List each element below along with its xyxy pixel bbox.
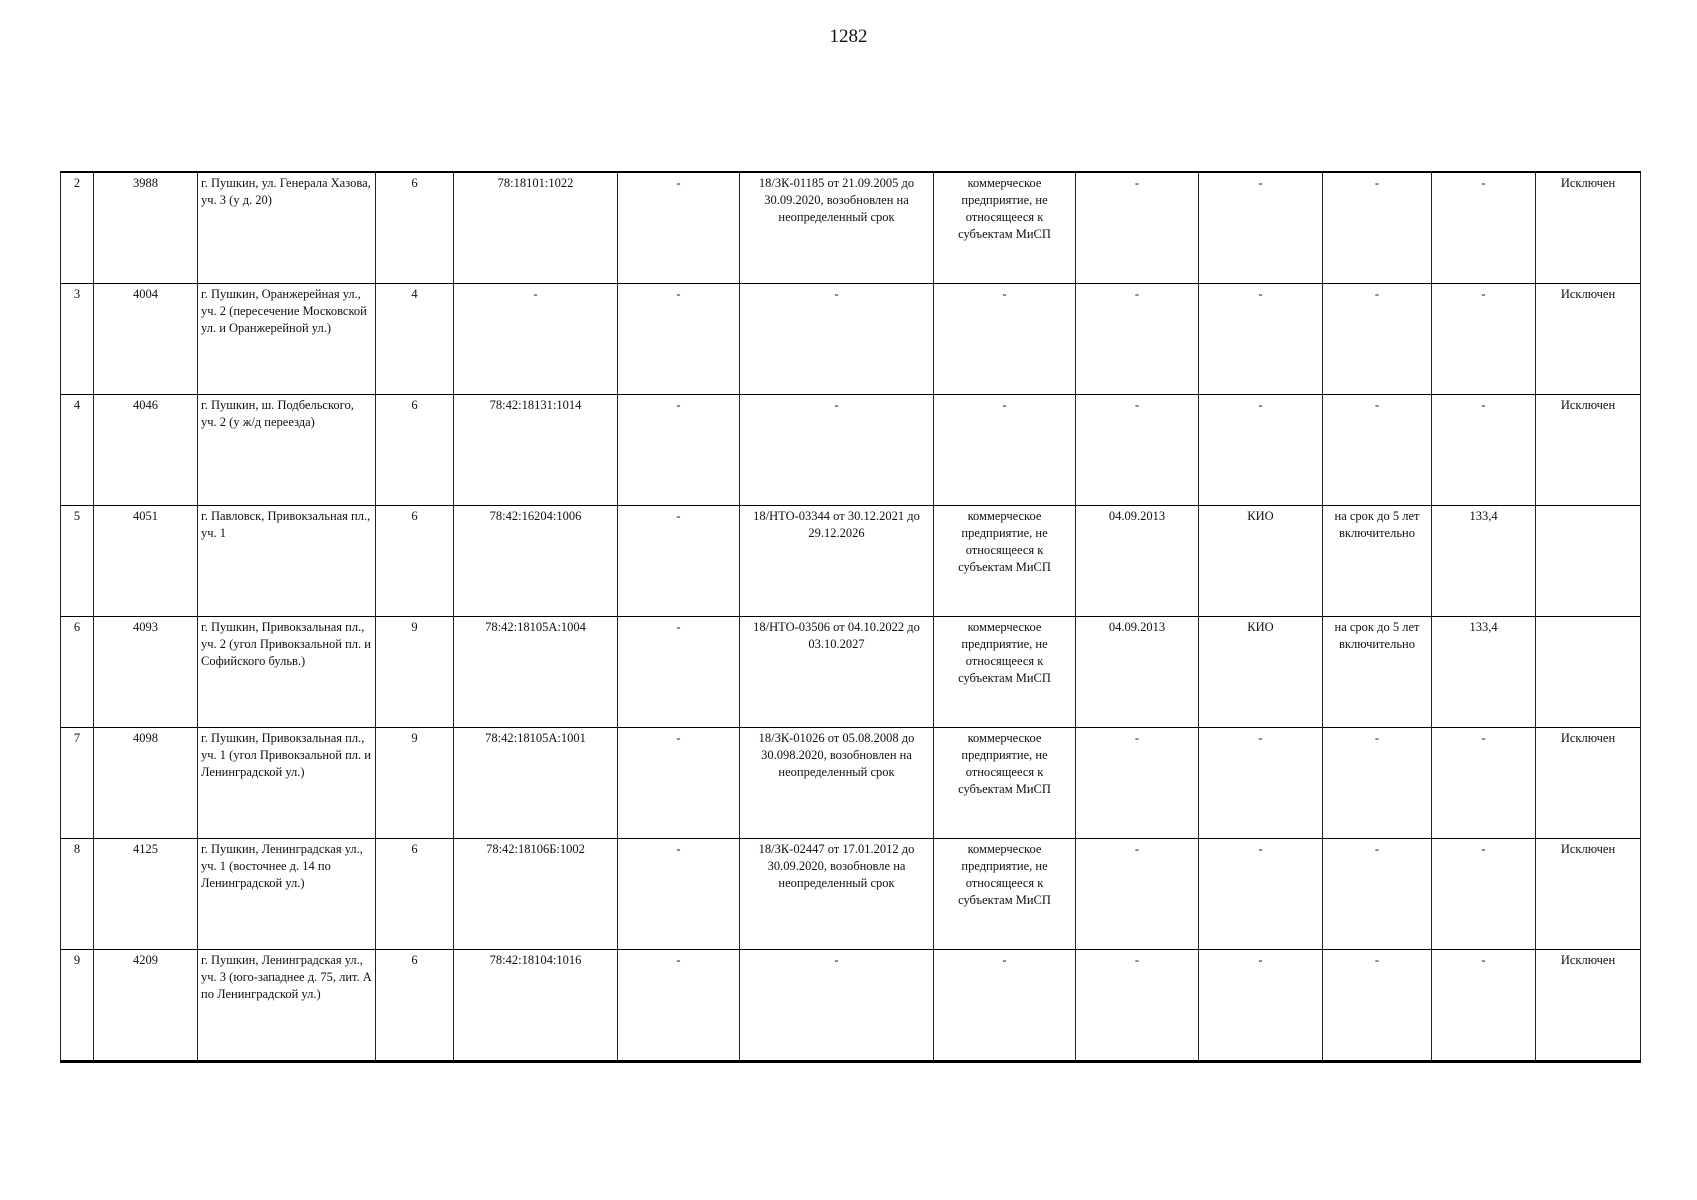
term-cell: - [1323, 395, 1432, 506]
area-cell: 133,4 [1432, 506, 1536, 617]
date-cell: - [1076, 395, 1199, 506]
category-cell: коммерческое предприятие, не относящееся к субъектам МиСП [934, 617, 1076, 728]
row-number: 5 [61, 506, 94, 617]
table-row [61, 839, 1641, 950]
term-cell: - [1323, 728, 1432, 839]
organization-cell: КИО [1199, 617, 1323, 728]
address-cell: г. Пушкин, Ленинградская ул., уч. 3 (юго-западнее д. 75, лит. А по Ленинградской ул.) [198, 950, 376, 1062]
term-cell: - [1323, 950, 1432, 1062]
object-id: 4098 [94, 728, 198, 839]
date-cell: 04.09.2013 [1076, 506, 1199, 617]
category-cell: - [934, 395, 1076, 506]
count-cell: 6 [376, 506, 454, 617]
organization-cell: - [1199, 172, 1323, 284]
term-cell: на срок до 5 лет включительно [1323, 617, 1432, 728]
area-cell: - [1432, 950, 1536, 1062]
contract-cell: - [740, 950, 934, 1062]
cadastral-number: 78:42:18104:1016 [454, 950, 618, 1062]
contract-cell: - [740, 395, 934, 506]
area-cell: - [1432, 839, 1536, 950]
contract-cell: 18/ЗК-01026 от 05.08.2008 до 30.098.2020, возобновлен на неопределенный срок [740, 728, 934, 839]
area-cell: - [1432, 395, 1536, 506]
area-cell: - [1432, 172, 1536, 284]
cadastral-number: 78:18101:1022 [454, 172, 618, 284]
table-row [61, 617, 1641, 728]
organization-cell: - [1199, 950, 1323, 1062]
empty-column: - [618, 839, 740, 950]
area-cell: 133,4 [1432, 617, 1536, 728]
term-cell: - [1323, 284, 1432, 395]
term-cell: - [1323, 839, 1432, 950]
table-row [61, 172, 1641, 284]
cadastral-number: 78:42:18105А:1004 [454, 617, 618, 728]
empty-column: - [618, 728, 740, 839]
empty-column: - [618, 506, 740, 617]
row-number: 2 [61, 172, 94, 284]
status-cell: Исключен [1536, 839, 1641, 950]
row-number: 7 [61, 728, 94, 839]
registry-table [60, 171, 1641, 1063]
empty-column: - [618, 395, 740, 506]
contract-cell: 18/НТО-03506 от 04.10.2022 до 03.10.2027 [740, 617, 934, 728]
count-cell: 6 [376, 950, 454, 1062]
empty-column: - [618, 172, 740, 284]
status-cell [1536, 617, 1641, 728]
table-body [61, 172, 1641, 1062]
table-row [61, 284, 1641, 395]
date-cell: - [1076, 950, 1199, 1062]
contract-cell: 18/ЗК-01185 от 21.09.2005 до 30.09.2020, возобновлен на неопределенный срок [740, 172, 934, 284]
row-number: 8 [61, 839, 94, 950]
category-cell: коммерческое предприятие, не относящееся к субъектам МиСП [934, 728, 1076, 839]
status-cell [1536, 506, 1641, 617]
count-cell: 4 [376, 284, 454, 395]
status-cell: Исключен [1536, 950, 1641, 1062]
count-cell: 6 [376, 839, 454, 950]
status-cell: Исключен [1536, 395, 1641, 506]
address-cell: г. Пушкин, Привокзальная пл., уч. 2 (угол Привокзальной пл. и Софийского бульв.) [198, 617, 376, 728]
table-row [61, 395, 1641, 506]
contract-cell: - [740, 284, 934, 395]
table-row [61, 506, 1641, 617]
address-cell: г. Пушкин, ш. Подбельского, уч. 2 (у ж/д переезда) [198, 395, 376, 506]
cadastral-number: 78:42:18105А:1001 [454, 728, 618, 839]
category-cell: - [934, 950, 1076, 1062]
contract-cell: 18/ЗК-02447 от 17.01.2012 до 30.09.2020, возобновле на неопределенный срок [740, 839, 934, 950]
object-id: 4051 [94, 506, 198, 617]
row-number: 9 [61, 950, 94, 1062]
status-cell: Исключен [1536, 284, 1641, 395]
organization-cell: - [1199, 728, 1323, 839]
address-cell: г. Пушкин, Привокзальная пл., уч. 1 (угол Привокзальной пл. и Ленинградской ул.) [198, 728, 376, 839]
count-cell: 9 [376, 728, 454, 839]
empty-column: - [618, 284, 740, 395]
object-id: 4004 [94, 284, 198, 395]
row-number: 4 [61, 395, 94, 506]
address-cell: г. Пушкин, ул. Генерала Хазова, уч. 3 (у д. 20) [198, 172, 376, 284]
object-id: 4093 [94, 617, 198, 728]
status-cell: Исключен [1536, 172, 1641, 284]
date-cell: - [1076, 284, 1199, 395]
row-number: 6 [61, 617, 94, 728]
status-cell: Исключен [1536, 728, 1641, 839]
count-cell: 6 [376, 172, 454, 284]
contract-cell: 18/НТО-03344 от 30.12.2021 до 29.12.2026 [740, 506, 934, 617]
area-cell: - [1432, 284, 1536, 395]
address-cell: г. Пушкин, Ленинградская ул., уч. 1 (восточнее д. 14 по Ленинградской ул.) [198, 839, 376, 950]
address-cell: г. Пушкин, Оранжерейная ул., уч. 2 (пересечение Московской ул. и Оранжерейной ул.) [198, 284, 376, 395]
organization-cell: - [1199, 395, 1323, 506]
organization-cell: - [1199, 284, 1323, 395]
empty-column: - [618, 617, 740, 728]
category-cell: коммерческое предприятие, не относящееся к субъектам МиСП [934, 839, 1076, 950]
object-id: 4046 [94, 395, 198, 506]
date-cell: 04.09.2013 [1076, 617, 1199, 728]
object-id: 4125 [94, 839, 198, 950]
cadastral-number: 78:42:18106Б:1002 [454, 839, 618, 950]
row-number: 3 [61, 284, 94, 395]
category-cell: коммерческое предприятие, не относящееся к субъектам МиСП [934, 506, 1076, 617]
object-id: 3988 [94, 172, 198, 284]
organization-cell: КИО [1199, 506, 1323, 617]
empty-column: - [618, 950, 740, 1062]
category-cell: - [934, 284, 1076, 395]
table-row [61, 728, 1641, 839]
table-row [61, 950, 1641, 1062]
cadastral-number: 78:42:16204:1006 [454, 506, 618, 617]
date-cell: - [1076, 728, 1199, 839]
category-cell: коммерческое предприятие, не относящееся к субъектам МиСП [934, 172, 1076, 284]
address-cell: г. Павловск, Привокзальная пл., уч. 1 [198, 506, 376, 617]
count-cell: 9 [376, 617, 454, 728]
cadastral-number: 78:42:18131:1014 [454, 395, 618, 506]
organization-cell: - [1199, 839, 1323, 950]
page-number: 1282 [829, 26, 868, 47]
term-cell: на срок до 5 лет включительно [1323, 506, 1432, 617]
cadastral-number: - [454, 284, 618, 395]
object-id: 4209 [94, 950, 198, 1062]
area-cell: - [1432, 728, 1536, 839]
date-cell: - [1076, 172, 1199, 284]
date-cell: - [1076, 839, 1199, 950]
count-cell: 6 [376, 395, 454, 506]
term-cell: - [1323, 172, 1432, 284]
